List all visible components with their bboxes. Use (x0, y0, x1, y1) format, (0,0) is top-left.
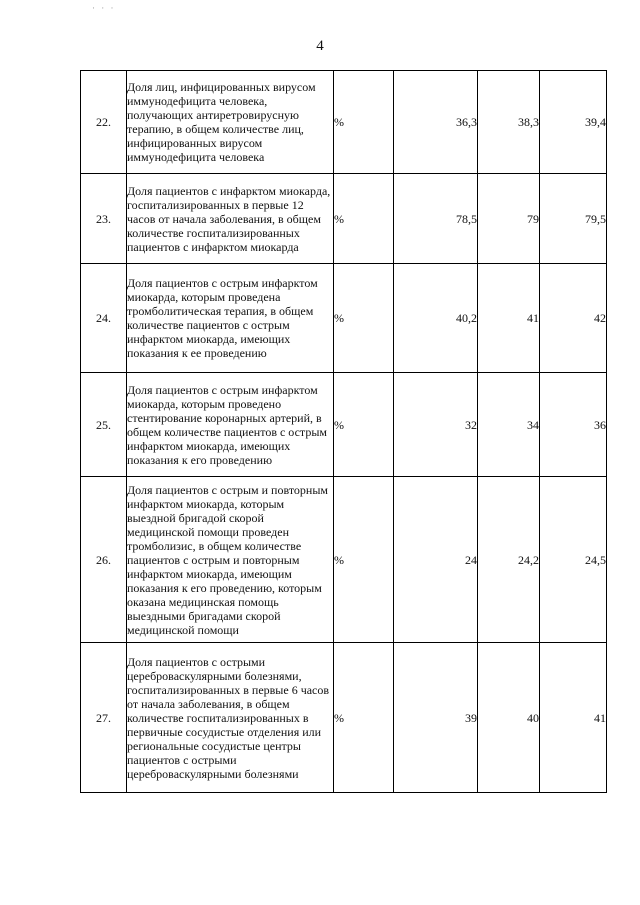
row-number: 22. (81, 71, 127, 174)
row-number: 23. (81, 174, 127, 264)
value-year-2: 24,2 (478, 477, 540, 643)
value-year-1: 40,2 (394, 264, 478, 373)
scan-corner-mark: · · · (92, 3, 116, 13)
value-year-3: 42 (540, 264, 607, 373)
value-year-3: 39,4 (540, 71, 607, 174)
indicator-description: Доля лиц, инфицированных вирусом иммунодефицита человека, получающих антиретровирусную терапию, в общем количестве лиц, инфицированных вирусом иммунодефицита человека (127, 71, 334, 174)
table-row (81, 643, 607, 793)
value-year-2: 34 (478, 373, 540, 477)
unit-cell: % (334, 71, 394, 174)
unit-cell: % (334, 477, 394, 643)
value-year-1: 36,3 (394, 71, 478, 174)
row-number: 27. (81, 643, 127, 793)
value-year-2: 40 (478, 643, 540, 793)
table-row (81, 71, 607, 174)
value-year-1: 24 (394, 477, 478, 643)
value-year-3: 24,5 (540, 477, 607, 643)
value-year-1: 78,5 (394, 174, 478, 264)
unit-cell: % (334, 264, 394, 373)
value-year-2: 41 (478, 264, 540, 373)
row-number: 26. (81, 477, 127, 643)
indicator-description: Доля пациентов с острым и повторным инфарктом миокарда, которым выездной бригадой скорой медицинской помощи проведен тромболизис, в общем количестве пациентов с острым и повторным инфарктом миокарда, имеющим показания к его проведению, которым оказана медицинская помощь выездными бригадами скорой медицинской помощи (127, 477, 334, 643)
indicator-description: Доля пациентов с острым инфарктом миокарда, которым проведена тромболитическая терапия, в общем количестве пациентов с острым инфарктом миокарда, имеющих показания к ее проведению (127, 264, 334, 373)
unit-cell: % (334, 643, 394, 793)
value-year-3: 36 (540, 373, 607, 477)
row-number: 24. (81, 264, 127, 373)
value-year-2: 79 (478, 174, 540, 264)
unit-cell: % (334, 174, 394, 264)
indicators-table (80, 70, 607, 793)
indicator-description: Доля пациентов с острым инфарктом миокарда, которым проведено стентирование коронарных артерий, в общем количестве пациентов с острым инфарктом миокарда, имеющих показания к его проведению (127, 373, 334, 477)
page-number: 4 (316, 38, 324, 54)
table-row (81, 264, 607, 373)
value-year-1: 32 (394, 373, 478, 477)
table-row (81, 477, 607, 643)
indicator-description: Доля пациентов с инфарктом миокарда, госпитализированных в первые 12 часов от начала заболевания, в общем количестве госпитализированных пациентов с инфарктом миокарда (127, 174, 334, 264)
table-row (81, 373, 607, 477)
table-row (81, 174, 607, 264)
value-year-3: 41 (540, 643, 607, 793)
row-number: 25. (81, 373, 127, 477)
value-year-1: 39 (394, 643, 478, 793)
value-year-2: 38,3 (478, 71, 540, 174)
unit-cell: % (334, 373, 394, 477)
value-year-3: 79,5 (540, 174, 607, 264)
indicator-description: Доля пациентов с острыми цереброваскулярными болезнями, госпитализированных в первые 6 часов от начала заболевания, в общем количестве госпитализированных в первичные сосудистые отделения или региональные сосудистые центры пациентов с острыми цереброваскулярными болезнями (127, 643, 334, 793)
